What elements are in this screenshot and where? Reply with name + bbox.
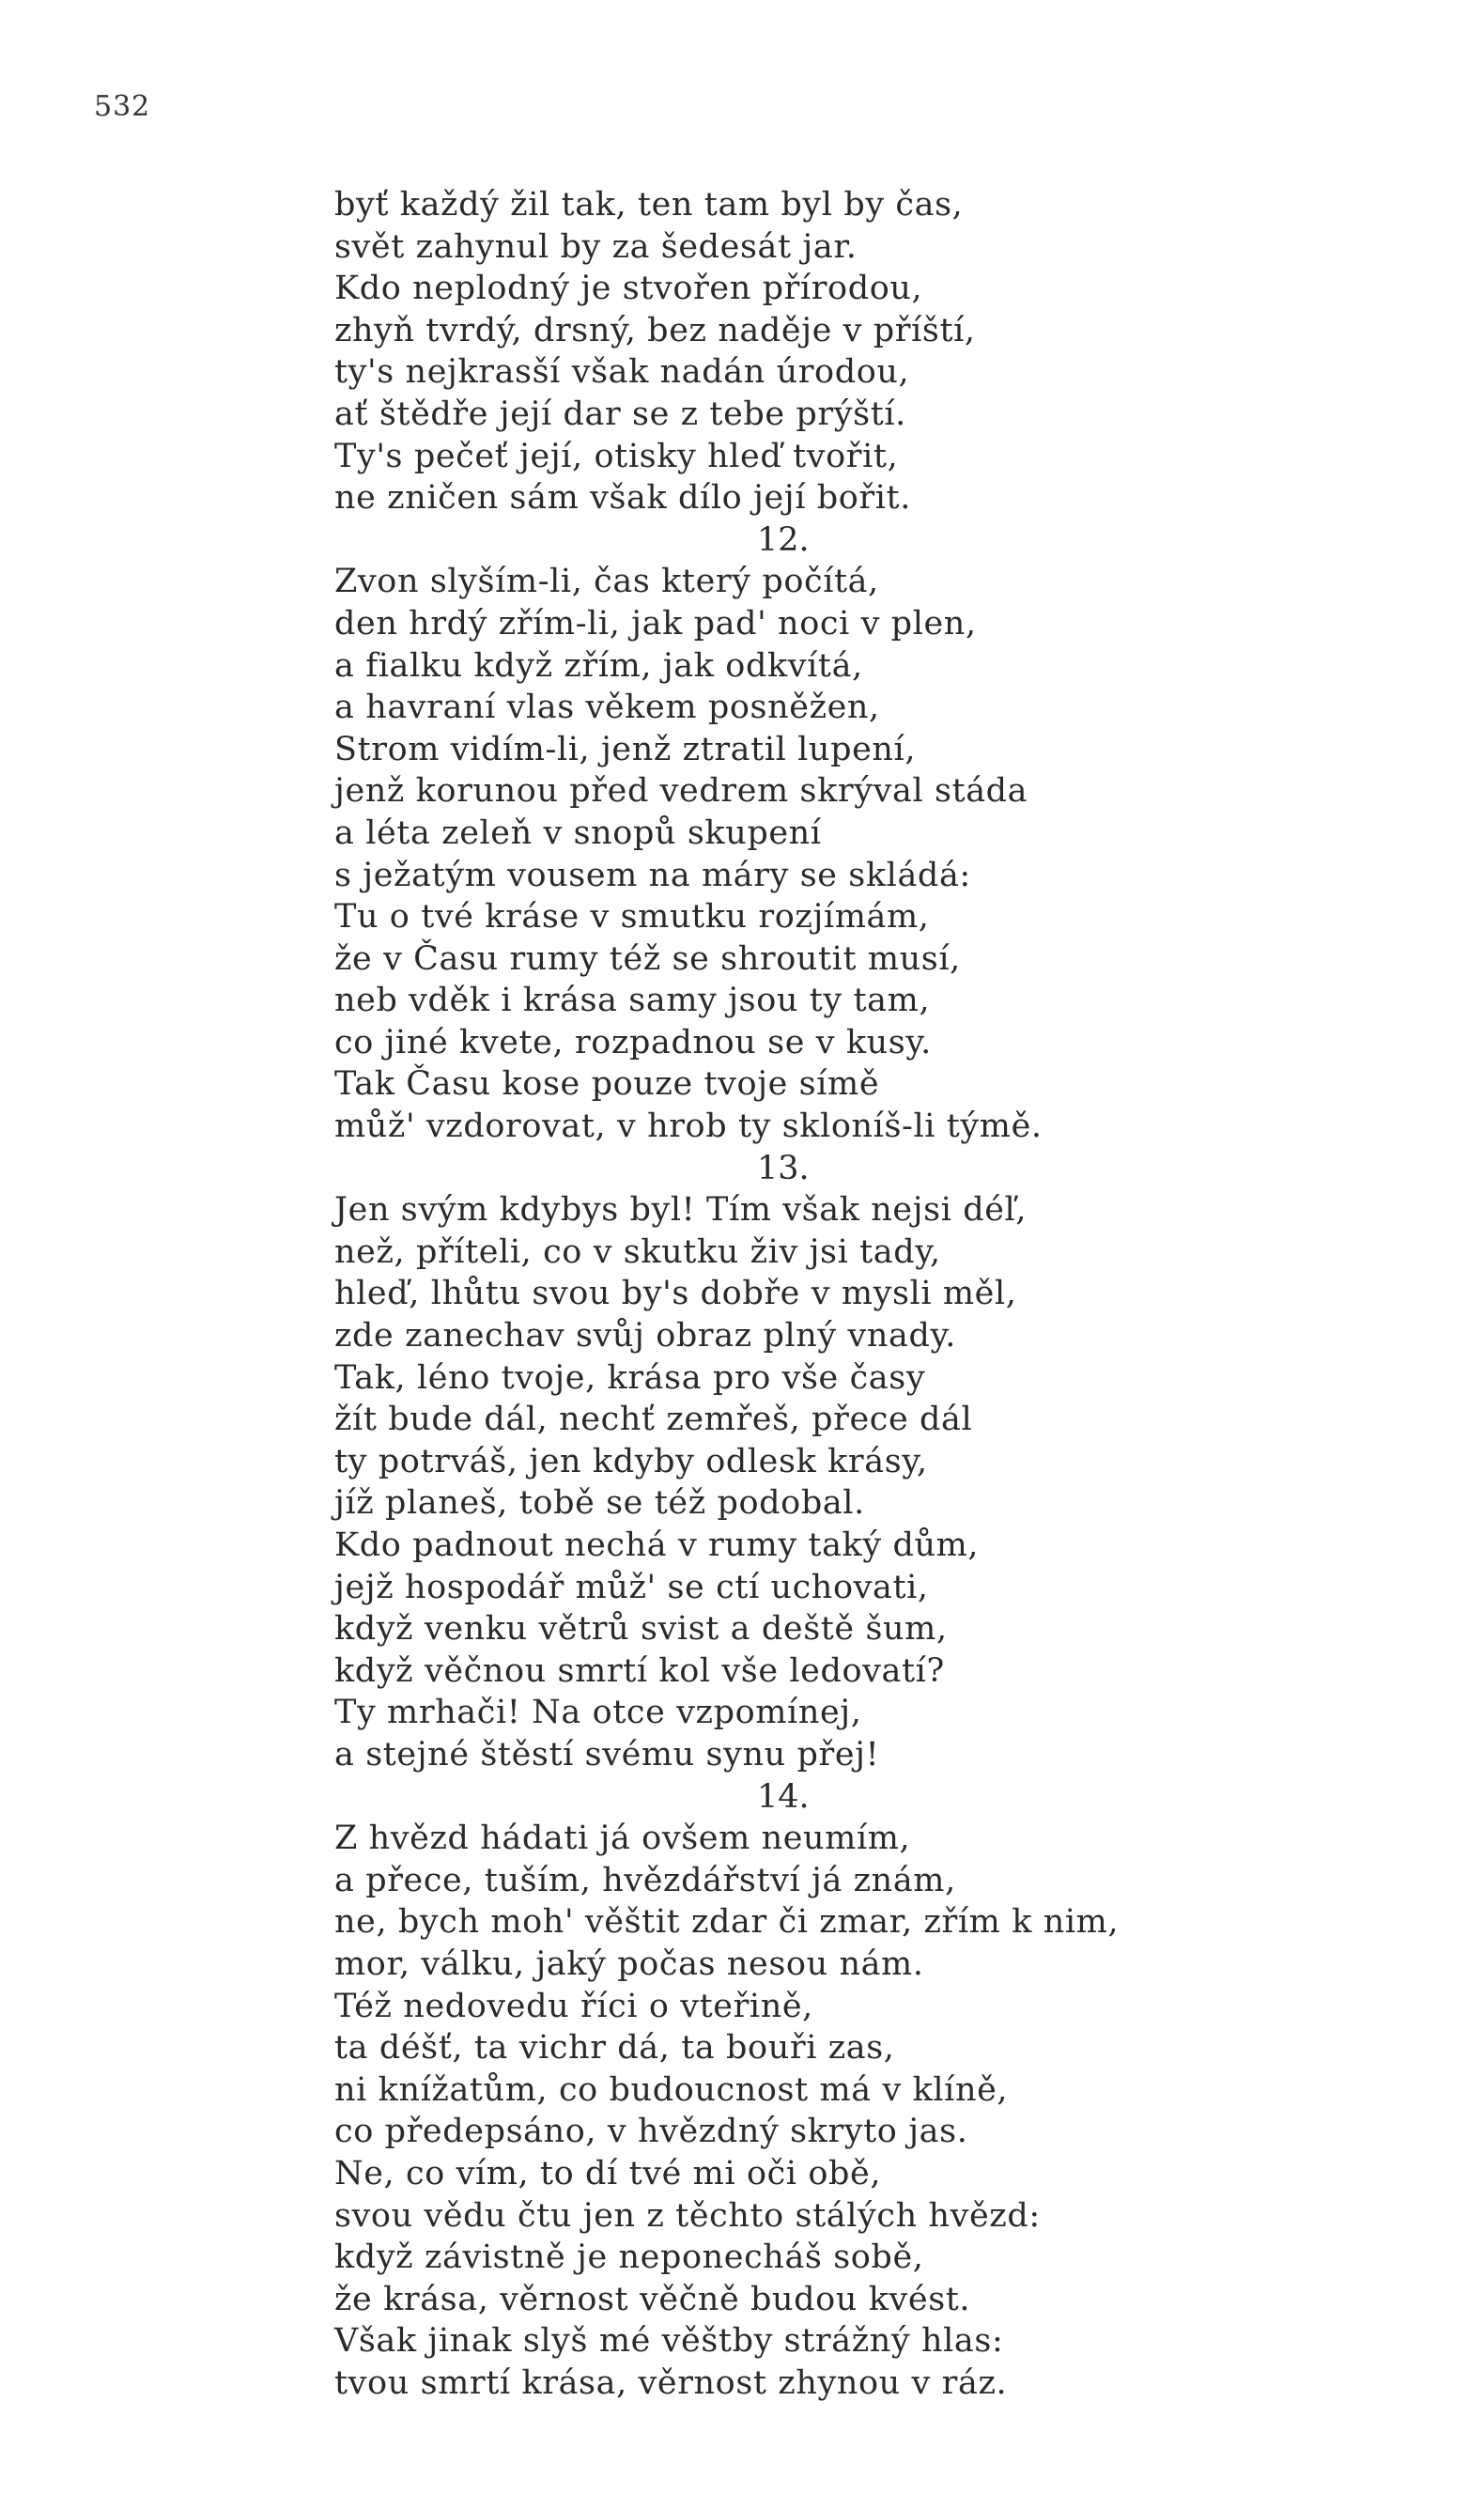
verse-line: Ty's pečeť její, otisky hleď tvořit, bbox=[334, 437, 899, 475]
verse-line: Zvon slyším-li, čas který počítá, bbox=[334, 563, 879, 601]
sonnet-14 bbox=[334, 1776, 1405, 2405]
poem-body bbox=[334, 184, 1405, 2404]
verse-line: ne, bych moh' věštit zdar či zmar, zřím k nim, bbox=[334, 1903, 1120, 1942]
verse-line: hleď, lhůtu svou by's dobře v mysli měl, bbox=[334, 1275, 1017, 1313]
verse-line: Kdo padnout nechá v rumy taký dům, bbox=[334, 1526, 980, 1564]
verse-line: žít bude dál, nechť zemřeš, přece dál bbox=[334, 1401, 973, 1439]
verse-line: Tak, léno tvoje, krása pro vše časy bbox=[334, 1358, 926, 1397]
verse-line: a stejné štěstí svému synu přej! bbox=[334, 1735, 880, 1774]
verse-line: Kdo neplodný je stvořen přírodou, bbox=[334, 270, 923, 308]
verse-line: svou vědu čtu jen z těchto stálých hvězd: bbox=[334, 2196, 1041, 2235]
verse-line: ni knížatům, co budoucnost má v klíně, bbox=[334, 2070, 1009, 2109]
verse-line: ty potrváš, jen kdyby odlesk krásy, bbox=[334, 1442, 928, 1480]
verse-line: ta déšť, ta vichr dá, ta bouři zas, bbox=[334, 2029, 895, 2068]
stanza-lines bbox=[334, 561, 1405, 1147]
verse-line: Též nedovedu říci o vteřině, bbox=[334, 1987, 813, 2025]
verse-line: neb vděk i krása samy jsou ty tam, bbox=[334, 982, 931, 1020]
verse-line: zhyň tvrdý, drsný, bez naděje v příští, bbox=[334, 311, 976, 349]
sonnet-continuation bbox=[334, 184, 1405, 519]
verse-line: tvou smrtí krása, věrnost zhynou v ráz. bbox=[334, 2363, 1008, 2402]
verse-line: Však jinak slyš mé věštby strážný hlas: bbox=[334, 2322, 1004, 2361]
verse-line: co předepsáno, v hvězdný skryto jas. bbox=[334, 2113, 968, 2151]
verse-line: Z hvězd hádati já ovšem neumím, bbox=[334, 1820, 911, 1858]
verse-line: Tak Času kose pouze tvoje símě bbox=[334, 1065, 880, 1104]
sonnet-numeral: 13. bbox=[757, 1149, 810, 1187]
verse-line: jejž hospodář můž' se ctí uchovati, bbox=[334, 1568, 929, 1606]
verse-line: Tu o tvé kráse v smutku rozjímám, bbox=[334, 898, 930, 937]
verse-line: a fialku když zřím, jak odkvítá, bbox=[334, 646, 863, 685]
stanza-lines bbox=[334, 1818, 1405, 2404]
sonnet-13 bbox=[334, 1148, 1405, 1776]
verse-line: ne zničen sám však dílo její bořit. bbox=[334, 479, 911, 518]
verse-line: a přece, tuším, hvězdářství já znám, bbox=[334, 1861, 956, 1899]
verse-line: když věčnou smrtí kol vše ledovatí? bbox=[334, 1651, 945, 1690]
page-number: 532 bbox=[94, 90, 151, 123]
verse-line: můž' vzdorovat, v hrob ty skloníš-li týmě. bbox=[334, 1108, 1043, 1146]
verse-line: Strom vidím-li, jenž ztratil lupení, bbox=[334, 730, 917, 768]
verse-line: ty's nejkrasší však nadán úrodou, bbox=[334, 353, 910, 392]
sonnet-12 bbox=[334, 519, 1405, 1148]
verse-line: a léta zeleň v snopů skupení bbox=[334, 813, 822, 852]
verse-line: byť každý žil tak, ten tam byl by čas, bbox=[334, 186, 964, 224]
verse-line: co jiné kvete, rozpadnou se v kusy. bbox=[334, 1023, 932, 1061]
verse-line: jenž korunou před vedrem skrýval stáda bbox=[334, 772, 1028, 811]
verse-line: svět zahynul by za šedesát jar. bbox=[334, 227, 858, 266]
verse-line: s ježatým vousem na máry se skládá: bbox=[334, 856, 971, 894]
verse-line: mor, válku, jaký počas nesou nám. bbox=[334, 1944, 924, 1983]
verse-line: ať štědře její dar se z tebe prýští. bbox=[334, 395, 906, 433]
verse-line: než, příteli, co v skutku živ jsi tady, bbox=[334, 1232, 941, 1271]
verse-line: že krása, věrnost věčně budou kvést. bbox=[334, 2280, 971, 2318]
sonnet-numeral: 12. bbox=[757, 520, 810, 559]
verse-line: zde zanechav svůj obraz plný vnady. bbox=[334, 1317, 956, 1355]
stanza-lines bbox=[334, 1189, 1405, 1775]
verse-line: Ne, co vím, to dí tvé mi oči obě, bbox=[334, 2154, 882, 2192]
verse-line: a havraní vlas věkem posněžen, bbox=[334, 689, 880, 727]
verse-line: Jen svým kdybys byl! Tím však nejsi déľ, bbox=[334, 1191, 1028, 1230]
verse-line: den hrdý zřím-li, jak pad' noci v plen, bbox=[334, 604, 977, 643]
verse-line: Ty mrhači! Na otce vzpomínej, bbox=[334, 1694, 862, 1732]
verse-line: jíž planeš, tobě se též podobal. bbox=[334, 1484, 865, 1523]
sonnet-numeral: 14. bbox=[757, 1777, 810, 1816]
verse-line: když závistně je neponecháš sobě, bbox=[334, 2238, 924, 2277]
verse-line: když venku větrů svist a deště šum, bbox=[334, 1610, 948, 1649]
stanza-lines bbox=[334, 184, 1405, 519]
verse-line: že v Času rumy též se shroutit musí, bbox=[334, 939, 961, 978]
